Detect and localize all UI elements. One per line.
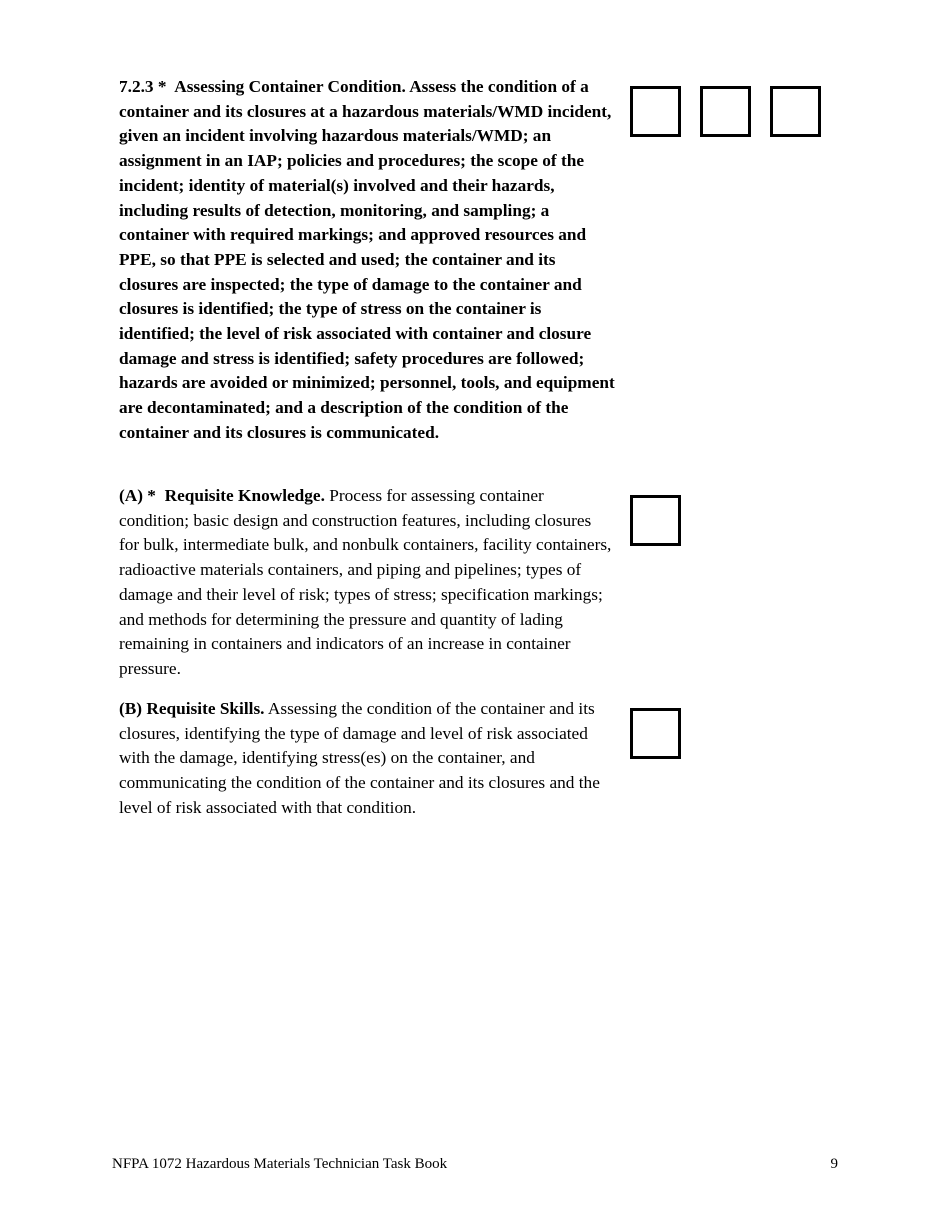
section-title: Requisite Knowledge.	[164, 486, 325, 505]
section-requisite-skills	[119, 697, 615, 821]
signoff-checkbox-1[interactable]	[630, 86, 681, 137]
signoff-checkbox-3[interactable]	[770, 86, 821, 137]
knowledge-checkbox[interactable]	[630, 495, 681, 546]
section-label: (B)	[119, 699, 143, 718]
signoff-checkbox-2[interactable]	[700, 86, 751, 137]
section-text: Assessing the condition of the container and its closures, identifying the type of damage and level of risk associated with the damage, identifying stress(es) on the container, and communicating the condition of the container and its closures and the level of risk associated with that condition.	[119, 699, 600, 817]
section-7-2-3	[119, 75, 615, 446]
section-requisite-knowledge	[119, 484, 615, 682]
skills-checkbox[interactable]	[630, 708, 681, 759]
section-text: Process for assessing container condition; basic design and construction features, including closures for bulk, intermediate bulk, and nonbulk containers, facility containers, radioactive materials containers, and piping and pipelines; types of damage and their level of risk; types of stress; specification markings; and methods for determining the pressure and quantity of lading remaining in containers and indicators of an increase in container pressure.	[119, 486, 612, 678]
section-text: Assess the condition of a container and its closures at a hazardous materials/WMD incident, given an incident involving hazardous materials/WMD; an assignment in an IAP; policies and procedures; the scope of the incident; identity of material(s) involved and their hazards, including results of detection, monitoring, and sampling; a container with required markings; and approved resources and PPE, so that PPE is selected and used; the container and its closures are inspected; the type of damage to the container and closures is identified; the type of stress on the container is identified; the level of risk associated with container and closure damage and stress is identified; safety procedures are followed; hazards are avoided or minimized; personnel, tools, and equipment are decontaminated; and a description of the condition of the container and its closures is communicated.	[119, 77, 615, 442]
section-title: Assessing Container Condition.	[174, 77, 406, 96]
section-number: 7.2.3 *	[119, 77, 167, 96]
page-number: 9	[830, 1156, 838, 1172]
section-label: (A) *	[119, 486, 156, 505]
section-title: Requisite Skills.	[146, 699, 265, 718]
footer-title: NFPA 1072 Hazardous Materials Technician Task Book	[112, 1156, 448, 1172]
